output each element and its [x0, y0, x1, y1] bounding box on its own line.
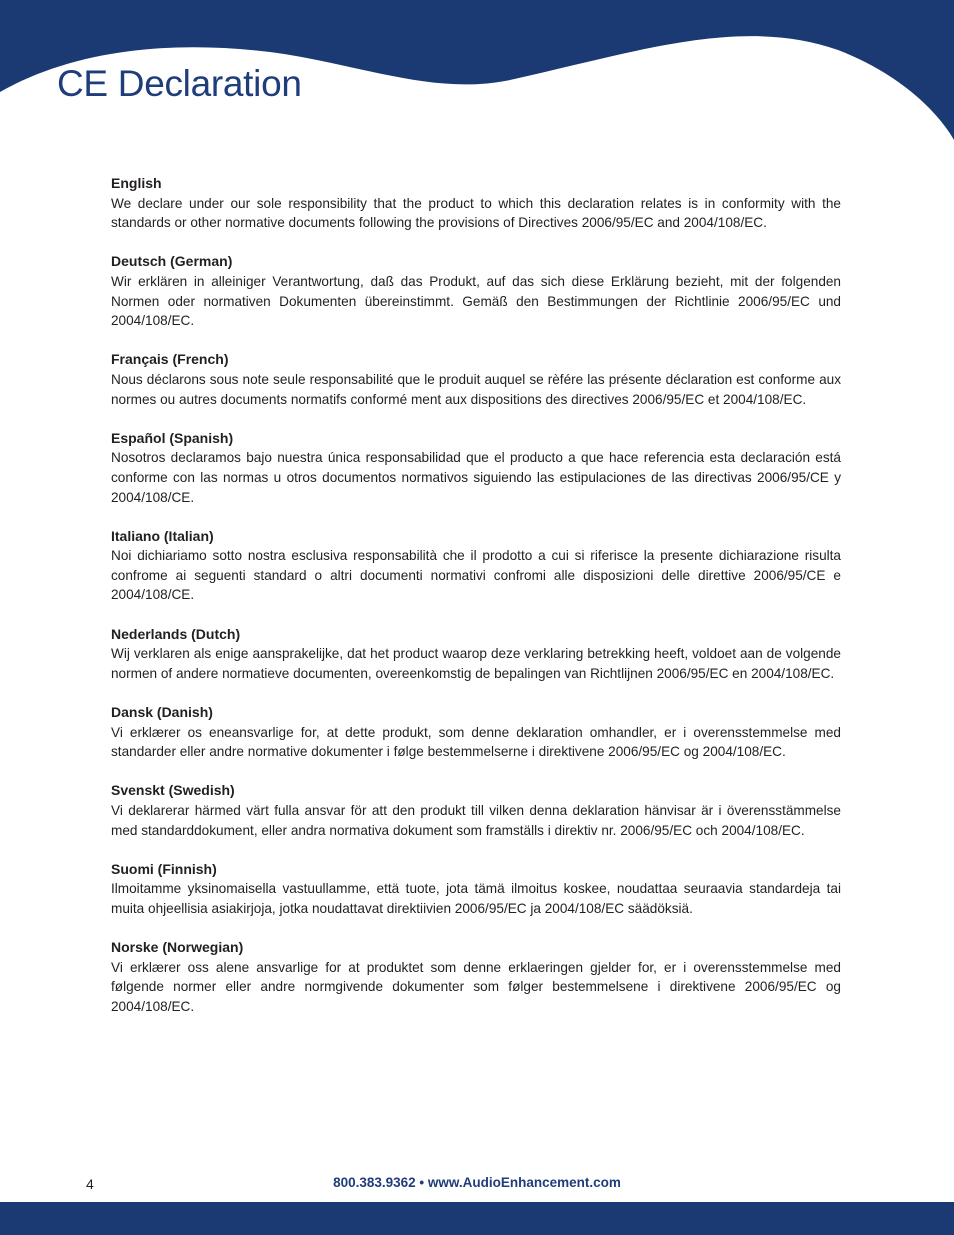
section-text: Vi erklærer oss alene ansvarlige for at produktet som denne erklaeringen gjelder for, er i overensstemmelse med følgende normer eller andre normgivende dokumenter som følger bestemmelsene i direktivene 2006/95/EC og 2004/108/EC.	[111, 959, 841, 1014]
section-text: Ilmoitamme yksinomaisella vastuullamme, että tuote, jota tämä ilmoitus koskee, noudattaa seuraavia standardeja tai muita ohjeellisia asiakirjoja, jotka noudattavat direktiivien 2006/95/EC ja 2004/108/EC säädöksiä.	[111, 881, 841, 916]
section-french	[111, 350, 841, 409]
page-number: 4	[86, 1176, 94, 1192]
section-text: We declare under our sole responsibility that the product to which this declaration relates is in conformity with the standards or other normative documents following the provisions of Directives 2006/95/EC and 2004/108/EC.	[111, 195, 841, 231]
section-text: Wij verklaren als enige aansprakelijke, dat het product waarop deze verklaring betrekking heeft, voldoet aan de volgende normen of andere normatieve documenten, overeenkomstig de bepalingen van Richtlijnen 2006/95/EC en 2004/108/EC.	[111, 646, 841, 681]
declaration-content	[111, 174, 841, 1036]
section-text: Nous déclarons sous note seule responsabilité que le produit auquel se rèfére las présente déclaration est conforme aux normes ou autres documents normatifs conformé ment aux dispositions des directives 2006/95/EC et 2004/108/EC.	[111, 371, 841, 407]
section-italian	[111, 527, 841, 605]
section-heading: Deutsch (German)	[111, 253, 233, 270]
section-heading: Español (Spanish)	[111, 429, 234, 446]
section-spanish	[111, 429, 841, 507]
section-text: Wir erklären in alleiniger Verantwortung, daß das Produkt, auf das sich diese Erklärung bezieht, mit der folgenden Normen oder normativen Dokumenten übereinstimmt. Gemäß den Bestimmungen der Richtlinie 2006/95/EC und 2004/108/EC.	[111, 273, 841, 329]
section-text: Vi erklærer os eneansvarlige for, at dette produkt, som denne deklaration omhandler, er i overensstemmelse med standarder eller andre normative dokumenter i følge bestemmelserne i direktivene 2006/95/EC og 2004/108/EC.	[111, 724, 841, 760]
section-german	[111, 252, 841, 330]
section-heading: Dansk (Danish)	[111, 704, 213, 721]
section-heading: Nederlands (Dutch)	[111, 625, 241, 642]
section-heading: Norske (Norwegian)	[111, 939, 244, 956]
section-dutch	[111, 625, 841, 684]
section-norwegian	[111, 938, 841, 1016]
section-heading: English	[111, 175, 162, 191]
section-swedish	[111, 781, 841, 840]
footer-contact: 800.383.9362 • www.AudioEnhancement.com	[333, 1175, 621, 1190]
section-heading: Français (French)	[111, 351, 229, 368]
section-text: Noi dichiariamo sotto nostra esclusiva responsabilità che il prodotto a cui si riferisce la presente dichiarazione risulta confrome ai seguenti standard o altri documenti normativi confromi alle disposizioni delle direttive 2006/95/CE e 2004/108/CE.	[111, 548, 841, 603]
page-title: CE Declaration	[57, 63, 302, 104]
section-heading: Italiano (Italian)	[111, 527, 214, 544]
section-english	[111, 174, 841, 233]
section-text: Nosotros declaramos bajo nuestra única responsabilidad que el producto a que hace referencia esta declaración está conforme con las normas u otros documentos normativos siguiendo las estipulaciones de las directivas 2006/95/CE y 2004/108/CE.	[111, 450, 841, 505]
section-text: Vi deklarerar härmed värt fulla ansvar för att den produkt till vilken denna deklaration hänvisar är i överensstämmelse med standarddokument, eller andra normativa dokument som framställs i direktiv nr. 2006/95/EC och 2004/108/EC.	[111, 803, 841, 838]
section-danish	[111, 703, 841, 762]
section-heading: Suomi (Finnish)	[111, 860, 217, 877]
section-heading: Svenskt (Swedish)	[111, 782, 235, 799]
section-finnish	[111, 860, 841, 919]
footer-bar	[0, 1202, 954, 1235]
